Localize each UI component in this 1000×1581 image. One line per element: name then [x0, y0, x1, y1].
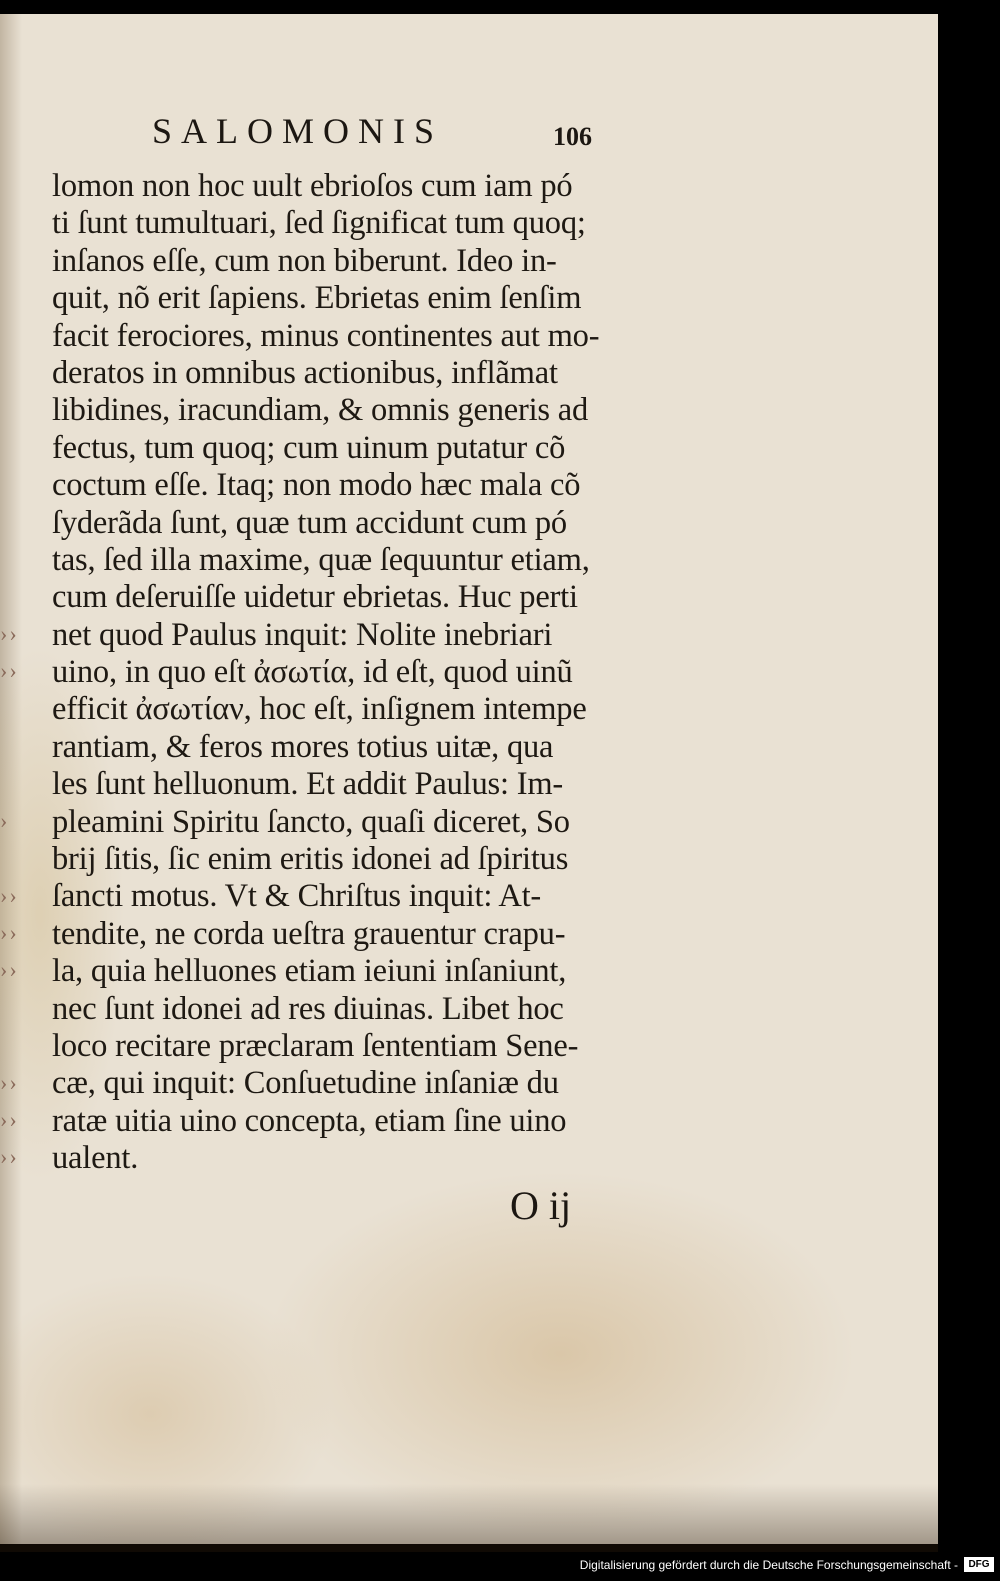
- quotation-mark: ›: [0, 807, 10, 833]
- page-shadow: [0, 1484, 938, 1558]
- text-line: ſyderãda ſunt, quæ tum accidunt cum pó: [52, 504, 567, 541]
- body-text: [52, 168, 682, 1178]
- quotation-mark: ››: [0, 658, 19, 684]
- text-line: ſancti motus. Vt & Chriſtus inquit: At-: [52, 878, 542, 915]
- text-line: loco recitare præclaram ſententiam Sene-: [52, 1027, 579, 1064]
- quotation-mark: ››: [0, 1144, 19, 1170]
- text-line: fectus, tum quoq; cum uinum putatur cõ: [52, 429, 566, 466]
- text-line: ualent.: [52, 1140, 139, 1177]
- text-line: quit, nõ erit ſapiens. Ebrietas enim ſenſim: [52, 280, 582, 317]
- text-line: inſanos eſſe, cum non biberunt. Ideo in-: [52, 242, 557, 279]
- text-line: ratæ uitia uino concepta, etiam ſine uino: [52, 1102, 567, 1139]
- signature-mark: O ij: [510, 1183, 572, 1228]
- text-line: libidines, iracundiam, & omnis generis ad: [52, 392, 589, 429]
- text-line: tas, ſed illa maxime, quæ ſequuntur etiam,: [52, 541, 590, 578]
- quotation-mark: ››: [0, 1069, 19, 1095]
- text-line: la, quia helluones etiam ieiuni inſaniunt,: [52, 953, 567, 990]
- page-header: [0, 110, 938, 160]
- quotation-mark: ››: [0, 957, 19, 983]
- dfg-logo: DFG: [964, 1557, 994, 1572]
- text-line: ti ſunt tumultuari, ſed ſignificat tum quoq;: [52, 205, 586, 242]
- text-line: deratos in omnibus actionibus, inflãmat: [52, 354, 558, 391]
- quotation-mark: ››: [0, 1107, 19, 1132]
- text-line: cæ, qui inquit: Conſuetudine inſaniæ du: [52, 1065, 559, 1102]
- text-line: rantiam, & feros mores totius uitæ, qua: [52, 728, 554, 765]
- quotation-mark: ››: [0, 882, 19, 908]
- text-line: uino, in quo eſt ἀσωτία, id eſt, quod uinũ: [52, 654, 573, 691]
- text-line: tendite, ne corda ueſtra grauentur crapu-: [52, 915, 566, 952]
- text-line: nec ſunt idonei ad res diuinas. Libet hoc: [52, 990, 564, 1027]
- quotation-mark: ››: [0, 620, 19, 646]
- text-line: cum deſeruiſſe uidetur ebrietas. Huc perti: [52, 579, 578, 616]
- scan-border: [938, 14, 1000, 1544]
- text-line: brij ſitis, ſic enim eritis idonei ad ſpiritus: [52, 841, 569, 878]
- text-line: facit ferociores, minus continentes aut mo-: [52, 317, 600, 354]
- book-page: [0, 14, 941, 1544]
- funding-credit: Digitalisierung gefördert durch die Deutsche Forschungsgemeinschaft -: [579, 1558, 958, 1572]
- text-line: lomon non hoc uult ebrioſos cum iam pó: [52, 168, 573, 204]
- running-head: SALOMONIS: [152, 111, 444, 151]
- quotation-mark: ››: [0, 920, 19, 945]
- text-line: coctum eſſe. Itaq; non modo hæc mala cõ: [52, 467, 581, 504]
- folio-number: 106: [553, 122, 592, 151]
- text-line: pleamini Spiritu ſancto, quaſi diceret, So: [52, 803, 570, 840]
- footer-bar: [0, 1552, 1000, 1581]
- text-line: net quod Paulus inquit: Nolite inebriari: [52, 616, 553, 653]
- text-line: efficit ἀσωτίαν, hoc eſt, inſignem intempe: [52, 691, 587, 728]
- text-line: les ſunt helluonum. Et addit Paulus: Im-: [52, 766, 564, 803]
